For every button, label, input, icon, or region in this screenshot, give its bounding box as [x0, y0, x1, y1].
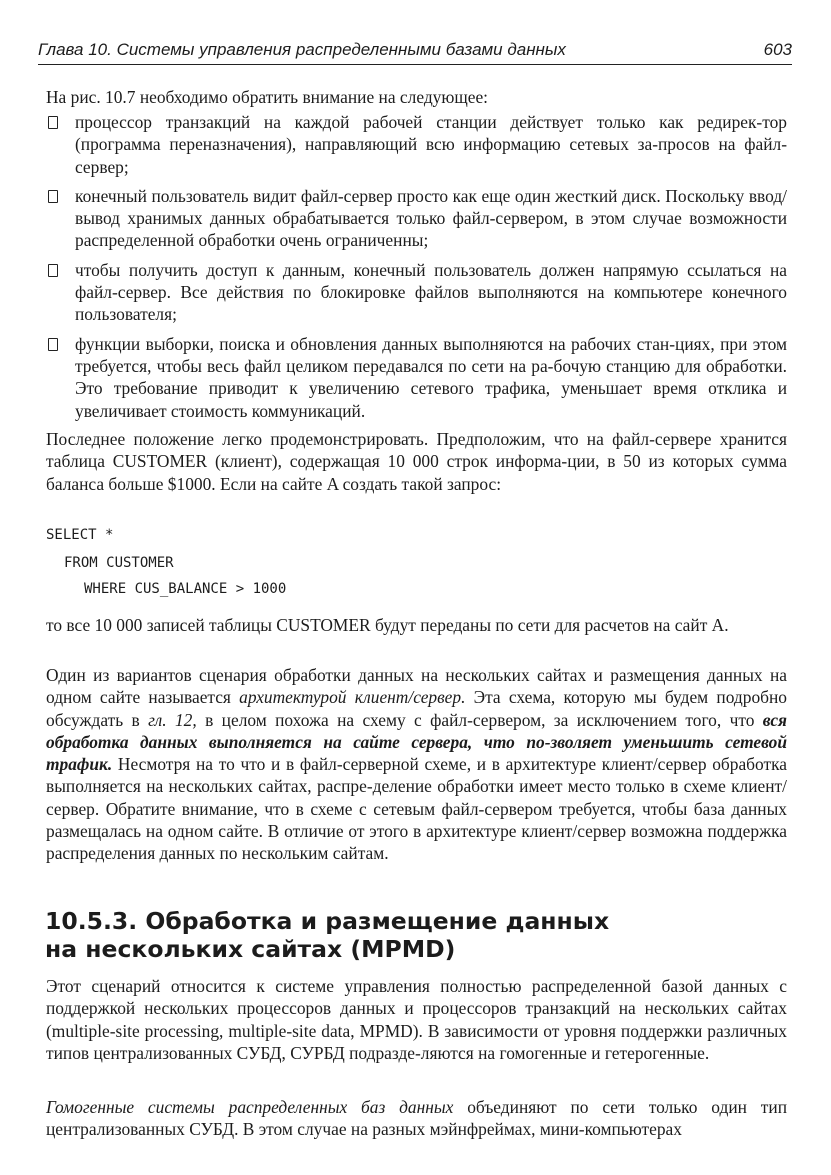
intro-paragraph: На рис. 10.7 необходимо обратить внимание на следующее:: [46, 87, 489, 107]
paragraph-then: то все 10 000 записей таблицы CUSTOMER будут переданы по сети для расчетов на сайт A.: [46, 615, 729, 635]
list-item: [46, 185, 787, 252]
bullet-list: [46, 111, 787, 429]
paragraph-mpmd: Этот сценарий относится к системе управления полностью распределенной базой данных с поддержкой нескольких процессоров данных и процессоров транзакций на нескольких сайтах (multiple-site processing, multiple-site data, MPMD). В зависимости от уровня поддержки различных типов централизованных СУБД, СУРБД подразде-ляются на гомогенные и гетерогенные.: [46, 976, 787, 1063]
list-item: [46, 333, 787, 422]
section-heading: [45, 907, 805, 963]
term-client-server: архитектурой клиент/сервер.: [239, 687, 466, 708]
text-run: в целом похожа на схему с файл-сервером, за исключением того, что: [196, 709, 763, 730]
text-run: Несмотря на то что и в файл-серверной схеме, и в архитектуре клиент/сервер обработка выполняется на нескольких сайтах, распре-деление обработки имеет место только в схеме клиент/сервер. Обратите внимание, что в схеме с сетевым файл-сервером требуется, чтобы база данных размещалась на одном сайте. В отличие от этого в архитектуре клиент/сервер возможна поддержка распределения данных по нескольким сайтам.: [46, 754, 787, 864]
paragraph-last-point: Последнее положение легко продемонстрировать. Предположим, что на файл-сервере хранится таблица CUSTOMER (клиент), содержащая 10 000 строк информа-ции, в 50 из которых сумма баланса больше $1000. Если на сайте A создать такой запрос:: [46, 429, 787, 494]
text-run: Эта схема, которую мы будем подробно обсуждать в: [46, 687, 787, 730]
code-line-select: SELECT *: [46, 527, 114, 543]
code-line-where: WHERE CUS_BALANCE > 1000: [84, 581, 287, 597]
list-item-text: функции выборки, поиска и обновления данных выполняются на рабочих стан-циях, при этом требуется, чтобы весь файл целиком передавался по сети на ра-бочую станцию для обработки. Это требование приводит к увеличению сетевого трафика, уменьшает время отклика и увеличивает стоимость коммуникаций.: [75, 333, 787, 421]
list-item-text: чтобы получить доступ к данным, конечный пользователь должен напрямую ссылаться на файл-сервер. Все действия по блокировке файлов выполняются на компьютере конечного пользователя;: [75, 259, 787, 325]
square-bullet-icon: [48, 338, 58, 351]
term-homogeneous: Гомогенные системы распределенных баз данных: [46, 1097, 454, 1117]
running-header: [38, 40, 792, 65]
emphasis-run: вся обработка данных выполняется на сайте сервера, что по-зволяет уменьшить сетевой трафик.: [46, 709, 787, 775]
page-number: 603: [763, 40, 792, 59]
square-bullet-icon: [48, 190, 58, 203]
square-bullet-icon: [48, 264, 58, 277]
code-line-from: FROM CUSTOMER: [64, 555, 174, 571]
text-run: объединяют по сети только один тип централизованных СУБД. В этом случае на разных мэйнфреймах, мини-компьютерах: [46, 1097, 787, 1140]
chapter-reference: гл. 12,: [148, 709, 197, 730]
text-run: Один из вариантов сценария обработки данных на нескольких сайтах и размещения данных на одном сайте называется: [46, 665, 787, 708]
section-heading-line1: 10.5.3. Обработка и размещение данных: [45, 907, 610, 935]
chapter-title: Глава 10. Системы управления распределенными базами данных: [38, 40, 566, 59]
list-item-text: процессор транзакций на каждой рабочей станции действует только как редирек-тор (программа переназначения), направляющий всю информацию сетевых за-просов на файл-сервер;: [75, 112, 787, 177]
paragraph-homogeneous: [46, 1096, 787, 1141]
list-item: [46, 111, 787, 178]
list-item: [46, 259, 787, 326]
square-bullet-icon: [48, 116, 58, 129]
paragraph-client-server: [46, 664, 787, 865]
section-heading-line2: на нескольких сайтах (MPMD): [45, 935, 456, 963]
list-item-text: конечный пользователь видит файл-сервер просто как еще один жесткий диск. Поскольку ввод/вывод хранимых данных обрабатывается только файл-сервером, в этом случае возможности распределенной обработки очень ограниченны;: [75, 185, 787, 251]
